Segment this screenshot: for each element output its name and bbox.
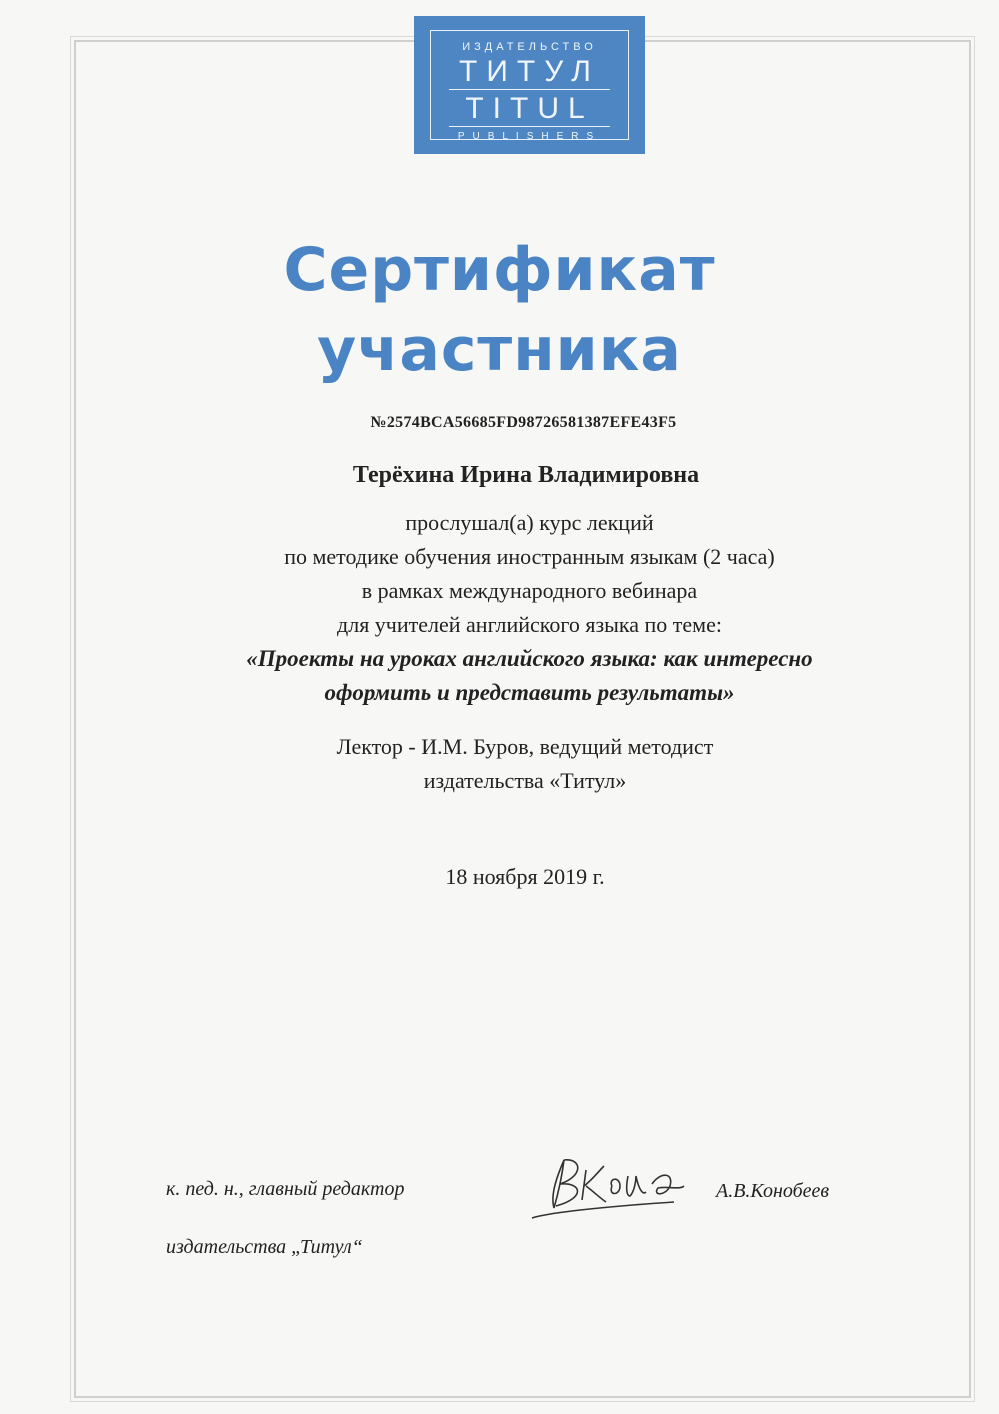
signatory-organization: издательства „Титул“ [166, 1236, 363, 1258]
signatory-role: к. пед. н., главный редактор [166, 1178, 405, 1200]
lector-info [0, 730, 999, 798]
topic-line: оформить и представить результаты» [324, 680, 735, 705]
webinar-topic [0, 642, 999, 710]
handwritten-signature [524, 1146, 694, 1226]
body-line: в рамках международного вебинара [361, 578, 698, 603]
certificate-body [0, 506, 999, 642]
certificate-title-line2: участника [317, 315, 682, 385]
body-line: по методике обучения иностранным языкам (2 часа) [284, 544, 775, 569]
body-line: для учителей английского языка по теме: [337, 612, 722, 637]
logo-publishers-label: PUBLISHERS [457, 131, 602, 142]
logo-publisher-label: ИЗДАТЕЛЬСТВО [462, 41, 597, 53]
signatory-name: А.В.Конобеев [716, 1180, 830, 1202]
titul-publishers-logo [414, 16, 645, 154]
lector-line: Лектор - И.М. Буров, ведущий методист [336, 734, 714, 759]
certificate-date: 18 ноября 2019 г. [445, 864, 605, 889]
topic-line: «Проекты на уроках английского языка: как интересно [246, 646, 813, 671]
logo-frame [430, 30, 629, 140]
logo-name-en: TITUL [449, 94, 610, 127]
lector-line: издательства «Титул» [423, 768, 627, 793]
logo-name-ru: ТИТУЛ [449, 57, 610, 90]
participant-name: Терёхина Ирина Владимировна [352, 462, 700, 488]
certificate-title-line1: Сертификат [283, 235, 716, 305]
certificate-number: №2574BCA56685FD98726581387EFE43F5 [370, 414, 677, 431]
body-line: прослушал(а) курс лекций [405, 510, 654, 535]
